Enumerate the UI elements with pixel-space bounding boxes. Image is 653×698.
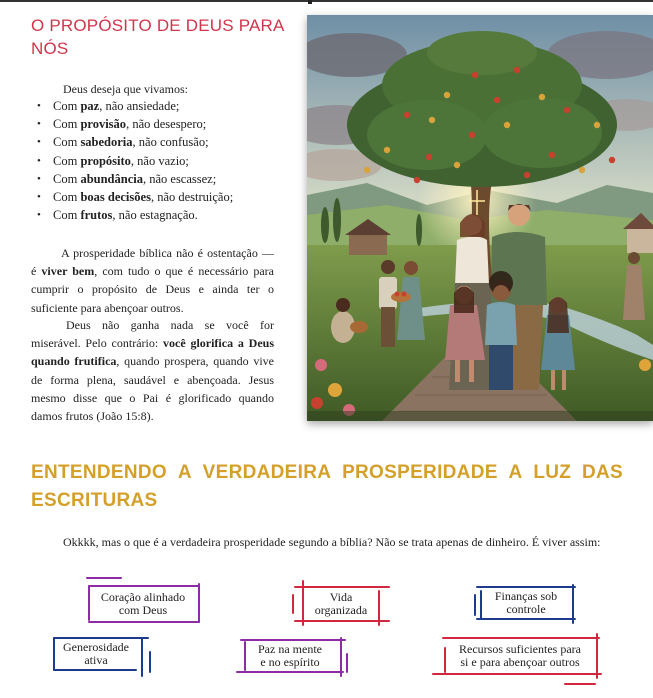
marker-stroke	[198, 583, 200, 623]
marker-stroke	[53, 669, 137, 671]
intro-text: Deus deseja que vivamos:	[63, 82, 188, 96]
card-text	[63, 641, 129, 667]
title-word: DAS	[581, 462, 623, 483]
para-text: A prosperidade bíblica não é ostentação — é	[31, 246, 274, 279]
card-organized-life	[300, 586, 382, 622]
family-tree-illustration	[307, 15, 653, 421]
para-text: Deus não ganha nada se você for miserável. Pelo contrário:	[31, 318, 274, 351]
title-word: PROSPERIDADE	[342, 462, 498, 483]
item-suffix: , não destruição;	[150, 190, 234, 205]
marker-stroke	[53, 637, 149, 639]
list-item	[36, 133, 233, 151]
prosperity-paragraph	[31, 244, 274, 317]
card-line: si e para abençoar outros	[460, 655, 580, 669]
marker-stroke	[444, 647, 446, 673]
marker-stroke	[141, 637, 143, 677]
list-item	[36, 152, 233, 170]
para-bold: viver bem	[41, 264, 95, 279]
marker-stroke	[294, 586, 390, 588]
marker-stroke	[236, 671, 344, 673]
section-title-purpose: O PROPÓSITO DE DEUS PARA NÓS	[31, 16, 284, 58]
marker-stroke	[474, 594, 476, 616]
marker-stroke	[340, 637, 342, 677]
section-title-prosperity	[31, 459, 623, 515]
marker-stroke	[88, 621, 200, 623]
marker-stroke	[572, 584, 574, 624]
para-bold: você glorifica a Deus quando frutifica	[31, 336, 274, 369]
item-suffix: , não escassez;	[142, 171, 217, 186]
card-line: Finanças sob	[494, 589, 558, 603]
item-bold: provisão	[80, 117, 127, 132]
marker-stroke	[88, 585, 200, 587]
marker-stroke	[346, 653, 348, 673]
item-prefix: Com	[53, 117, 81, 132]
card-text	[315, 591, 367, 617]
card-text	[258, 643, 322, 669]
top-border	[0, 0, 653, 2]
prosperity-question-paragraph: Okkkk, mas o que é a verdadeira prosperidade segundo a bíblia? Não se trata apenas de dinheiro. É viver assim:	[63, 535, 601, 549]
card-sufficient-resources	[442, 637, 598, 675]
item-prefix: Com	[53, 190, 81, 205]
item-suffix: , não vazio;	[130, 153, 189, 168]
marker-stroke	[240, 639, 346, 641]
list-item	[36, 115, 233, 133]
item-prefix: Com	[53, 171, 81, 186]
item-prefix: Com	[53, 99, 81, 113]
item-prefix: Com	[53, 153, 81, 168]
card-text	[101, 591, 185, 617]
card-line: com Deus	[118, 603, 168, 617]
item-bold: abundância	[80, 171, 143, 186]
item-suffix: , não estagnação.	[112, 208, 198, 223]
card-line: controle	[506, 602, 546, 616]
item-prefix: Com	[53, 208, 81, 223]
card-line: Generosidade	[63, 640, 129, 654]
title-word: ENTENDENDO	[31, 462, 168, 483]
para-text: , com tudo o que é necessário para cumprir o propósito de Deus e ainda ter o suficiente para abençoar outros.	[31, 264, 275, 315]
card-line: e no espírito	[260, 655, 320, 669]
marker-stroke	[88, 585, 90, 621]
item-prefix: Com	[53, 135, 81, 150]
marker-stroke	[476, 618, 576, 620]
para-text: , quando prospera, quando vive de forma plena, saudável e abençoada. Jesus mesmo disse que o Pai é glorificado quando damos frutos (João 15:8).	[31, 354, 274, 424]
marker-stroke	[480, 590, 482, 620]
marker-stroke	[149, 651, 151, 673]
marker-stroke	[432, 673, 602, 675]
marker-stroke	[596, 633, 598, 679]
card-line: organizada	[314, 603, 368, 617]
marker-stroke	[292, 594, 294, 614]
marker-stroke	[53, 637, 55, 671]
card-text	[459, 643, 581, 669]
purpose-list	[36, 97, 233, 224]
illustration-svg	[307, 15, 653, 421]
card-line: Paz na mente	[258, 642, 322, 656]
item-suffix: , não desespero;	[126, 117, 207, 132]
item-bold: propósito	[80, 153, 131, 168]
marker-stroke	[378, 590, 380, 626]
card-line: Recursos suficientes para	[459, 642, 581, 656]
title-word: VERDADEIRA	[202, 462, 332, 483]
card-finances-control	[476, 586, 576, 620]
item-bold: sabedoria	[80, 135, 133, 150]
cursor-mark	[308, 0, 312, 4]
marker-stroke	[564, 683, 596, 685]
list-item	[36, 170, 233, 188]
marker-stroke	[442, 637, 600, 639]
card-line: ativa	[84, 653, 108, 667]
card-line: Vida	[329, 590, 353, 604]
card-line: Coração alinhado	[100, 590, 186, 604]
title-line-1	[31, 459, 623, 487]
card-text	[495, 590, 557, 616]
card-peace-mind-spirit	[240, 639, 340, 673]
marker-stroke	[86, 577, 122, 579]
marker-stroke	[476, 586, 576, 588]
item-suffix: , não confusão;	[132, 135, 209, 150]
title-word: A	[508, 462, 523, 483]
marker-stroke	[244, 641, 246, 671]
card-active-generosity	[53, 637, 139, 671]
item-bold: paz	[80, 99, 100, 113]
item-suffix: , não ansiedade;	[99, 99, 180, 113]
card-heart-aligned	[88, 585, 198, 623]
item-bold: frutos	[80, 208, 113, 223]
list-item	[36, 206, 233, 224]
marker-stroke	[294, 620, 390, 622]
list-item	[36, 97, 233, 115]
title-line-2: ESCRITURAS	[31, 490, 158, 511]
glorify-paragraph	[31, 316, 274, 425]
item-bold: boas decisões	[80, 190, 151, 205]
title-word: A	[177, 462, 192, 483]
title-word: LUZ	[533, 462, 572, 483]
list-item	[36, 188, 233, 206]
